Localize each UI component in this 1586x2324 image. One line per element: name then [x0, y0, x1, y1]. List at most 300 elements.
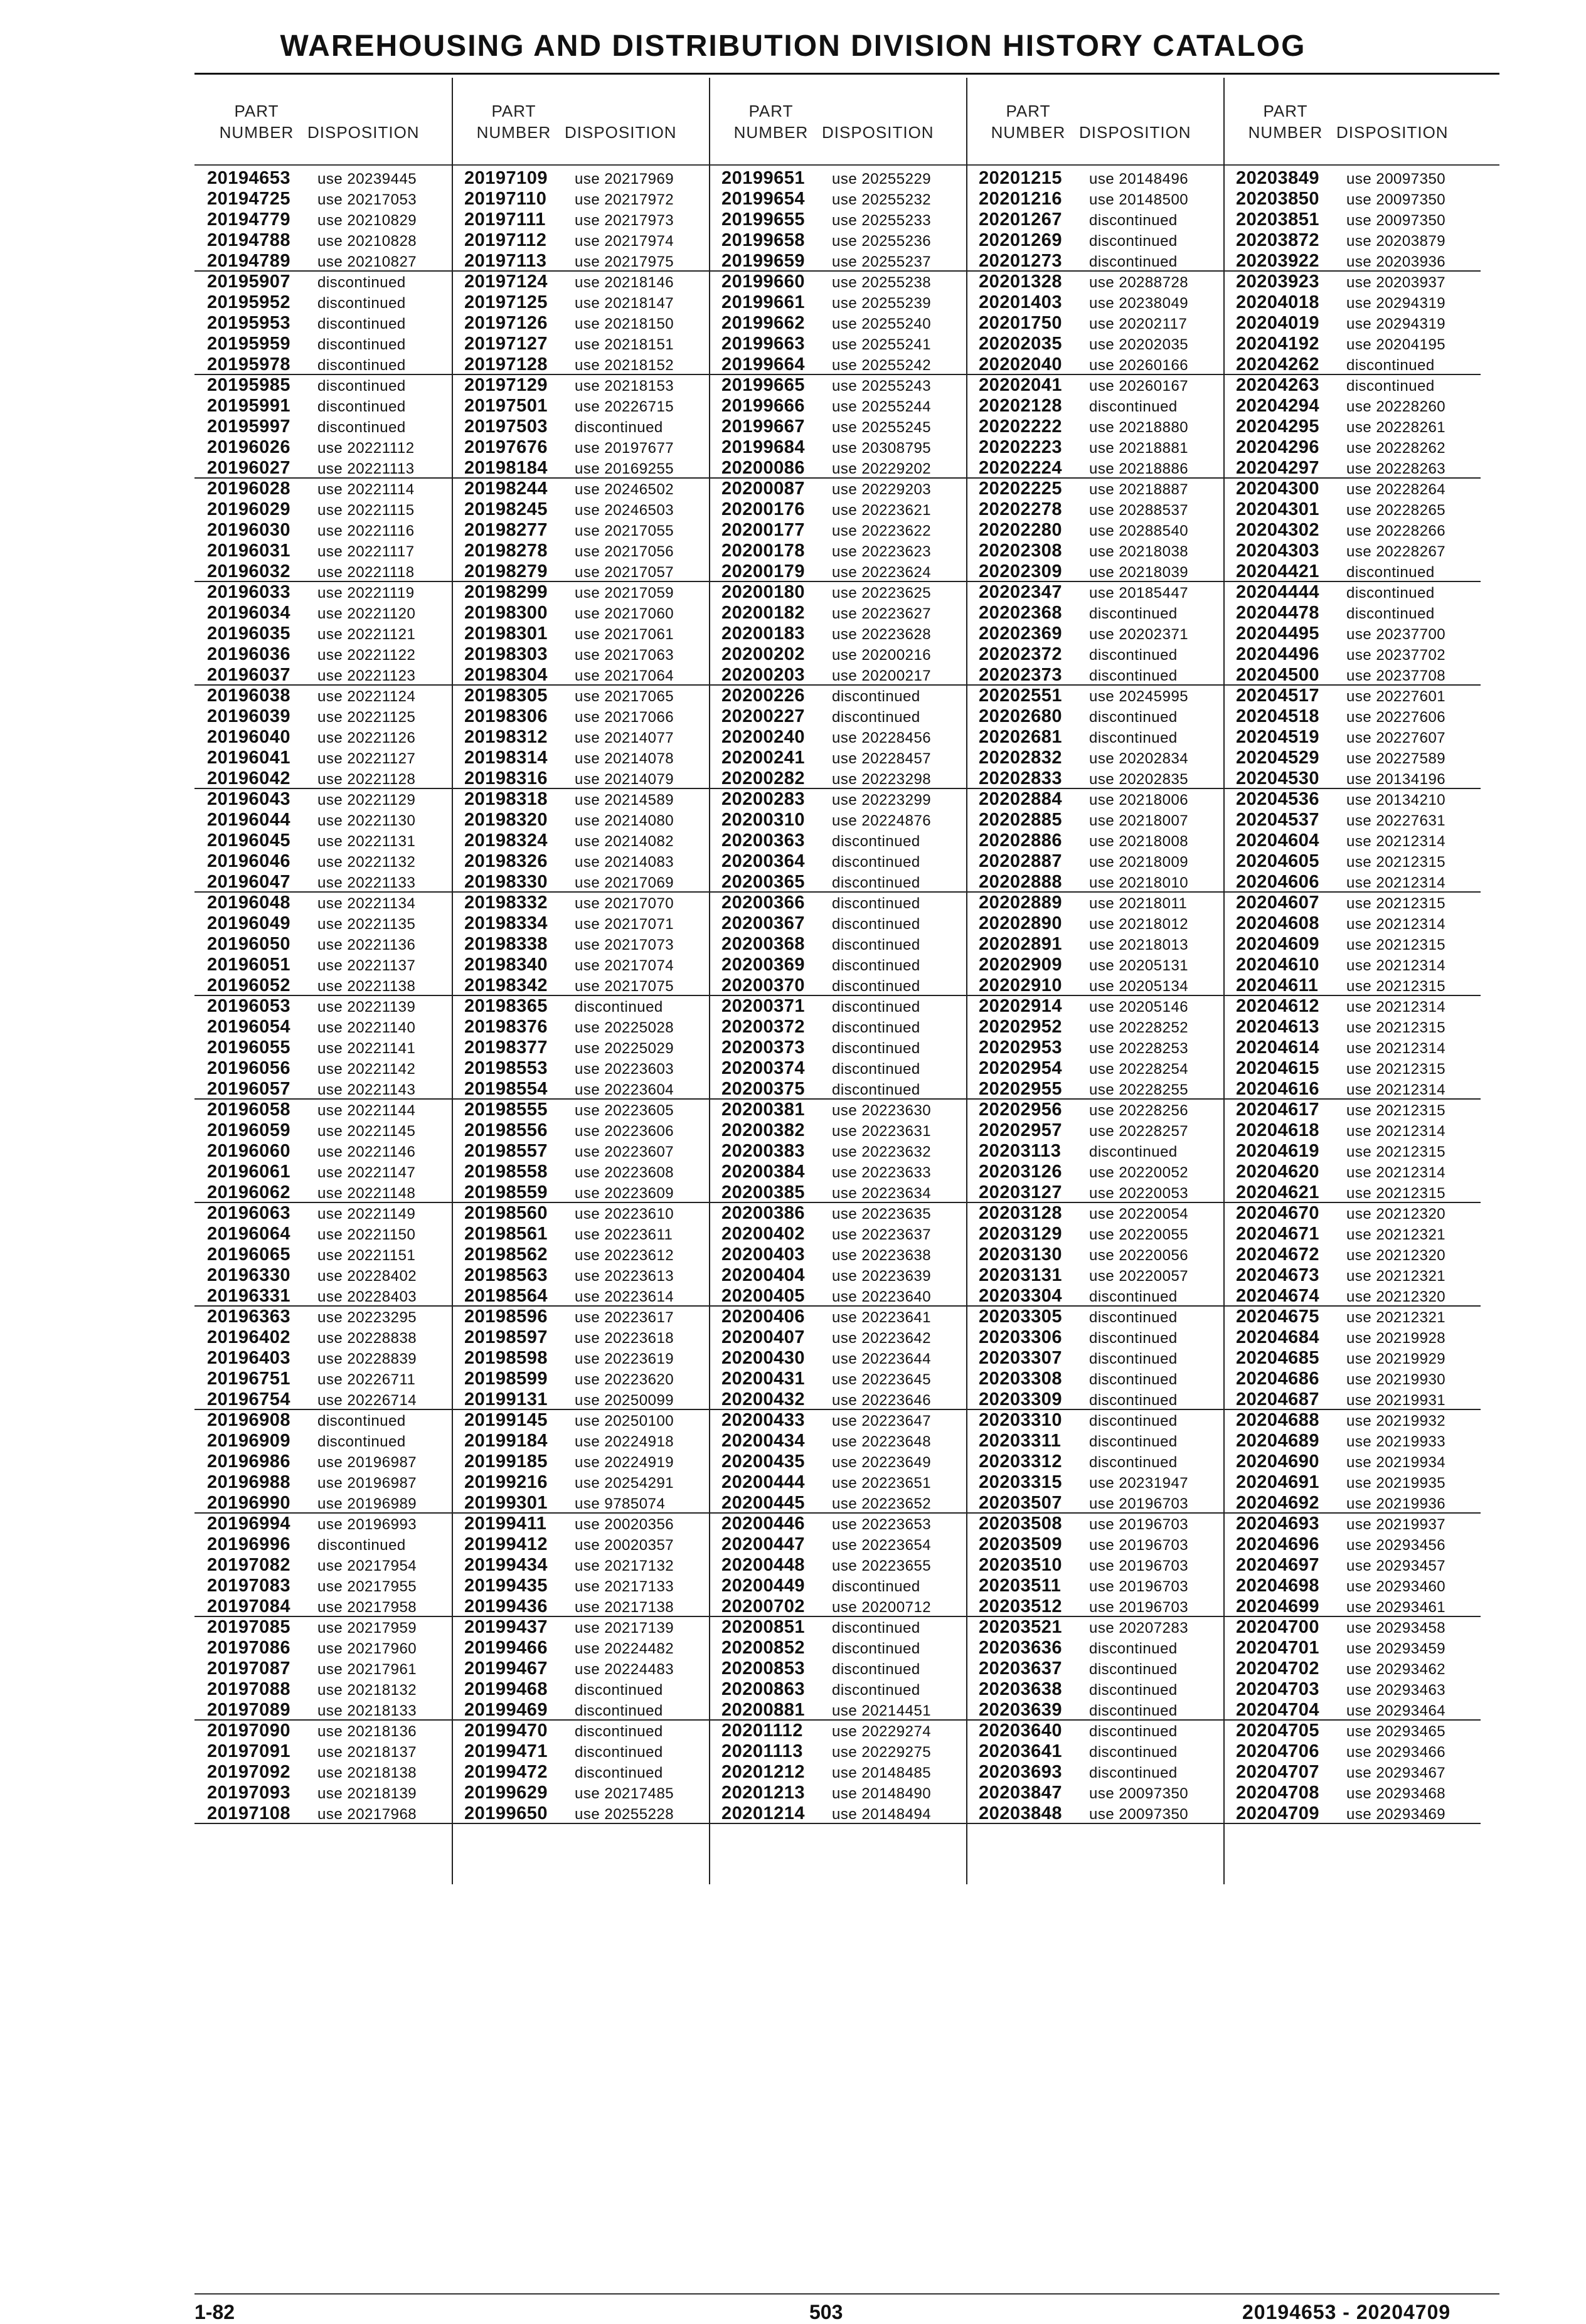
table-row — [709, 1389, 966, 1410]
table-row — [452, 1638, 709, 1658]
table-row — [1223, 1017, 1481, 1037]
disposition: use 20288540 — [1089, 523, 1189, 539]
table-row — [194, 1162, 452, 1182]
part-number: 20197501 — [464, 396, 548, 416]
disposition: use 20221114 — [317, 481, 415, 498]
disposition: use 20223647 — [832, 1413, 932, 1430]
table-row — [452, 1617, 709, 1638]
disposition: use 20255229 — [832, 171, 932, 188]
part-number: 20204303 — [1236, 541, 1320, 561]
table-row — [452, 1162, 709, 1182]
table-row — [966, 748, 1223, 768]
table-row — [194, 830, 452, 851]
table-row — [709, 1058, 966, 1079]
table-row — [709, 1803, 966, 1824]
disposition: use 20227589 — [1346, 750, 1446, 767]
table-row — [709, 437, 966, 458]
part-number: 20203130 — [979, 1244, 1063, 1265]
part-number: 20196039 — [207, 706, 291, 726]
disposition: use 20221130 — [317, 812, 416, 829]
part-number: 20196062 — [207, 1182, 291, 1202]
disposition: use 20212315 — [1346, 1102, 1446, 1119]
table-row — [194, 1451, 452, 1472]
part-number: 20199662 — [721, 313, 806, 333]
part-number: 20196026 — [207, 437, 291, 457]
table-row — [966, 1307, 1223, 1327]
disposition: use 20221127 — [317, 750, 416, 767]
table-row — [452, 1017, 709, 1037]
table-row — [966, 1803, 1223, 1824]
part-number: 20204610 — [1236, 955, 1320, 975]
part-number: 20199666 — [721, 396, 806, 416]
part-number: 20196754 — [207, 1389, 291, 1409]
part-number: 20204689 — [1236, 1431, 1320, 1451]
part-number: 20204698 — [1236, 1576, 1320, 1596]
table-row — [452, 665, 709, 686]
table-row — [709, 603, 966, 623]
disposition: use 20223635 — [832, 1206, 932, 1223]
table-row — [709, 1472, 966, 1493]
part-number: 20195978 — [207, 354, 291, 374]
part-number: 20195991 — [207, 396, 291, 416]
disposition: use 20223617 — [575, 1309, 674, 1326]
part-number: 20196063 — [207, 1203, 291, 1223]
disposition: use 20217961 — [317, 1661, 417, 1678]
part-number: 20197085 — [207, 1617, 291, 1637]
part-number: 20202680 — [979, 706, 1063, 726]
disposition: use 20223295 — [317, 1309, 417, 1326]
table-row — [1223, 934, 1481, 955]
part-number: 20201328 — [979, 272, 1063, 292]
part-number: 20200375 — [721, 1079, 806, 1099]
part-number: 20200176 — [721, 499, 806, 519]
table-row — [194, 168, 452, 189]
part-number: 20203509 — [979, 1534, 1063, 1554]
table-row — [709, 686, 966, 706]
part-number: 20199654 — [721, 189, 806, 209]
part-number: 20204605 — [1236, 851, 1320, 871]
table-row — [452, 1410, 709, 1431]
disposition: use 20212314 — [1346, 1081, 1446, 1098]
disposition: use 20226711 — [317, 1371, 416, 1388]
table-row — [966, 1762, 1223, 1783]
table-row — [966, 996, 1223, 1017]
disposition: use 20218886 — [1089, 460, 1189, 477]
disposition: use 20217061 — [575, 626, 674, 643]
part-number: 20197124 — [464, 272, 548, 292]
part-number: 20199466 — [464, 1638, 548, 1658]
part-number: 20204611 — [1236, 975, 1319, 995]
table-row — [1223, 644, 1481, 665]
disposition: use 20196703 — [1089, 1599, 1189, 1616]
table-row — [709, 1451, 966, 1472]
disposition: use 20219935 — [1346, 1475, 1446, 1492]
table-row — [1223, 665, 1481, 686]
disposition: use 20255240 — [832, 316, 932, 332]
table-row — [1223, 1307, 1481, 1327]
table-row — [1223, 913, 1481, 934]
table-row — [1223, 706, 1481, 727]
table-row — [194, 479, 452, 499]
part-number: 20198184 — [464, 458, 548, 478]
table-row — [194, 623, 452, 644]
part-number: 20204262 — [1236, 354, 1320, 374]
part-number: 20204294 — [1236, 396, 1320, 416]
disposition: use 20218147 — [575, 295, 674, 312]
disposition: discontinued — [1346, 564, 1435, 581]
part-number: 20204670 — [1236, 1203, 1320, 1223]
disposition: use 20221147 — [317, 1164, 416, 1181]
part-number: 20197088 — [207, 1679, 291, 1699]
disposition: use 20217138 — [575, 1599, 674, 1616]
disposition: use 20203879 — [1346, 233, 1446, 250]
disposition: discontinued — [1089, 1702, 1178, 1719]
table-row — [1223, 1576, 1481, 1596]
part-number: 20200384 — [721, 1162, 806, 1182]
table-row — [709, 334, 966, 354]
table-row — [966, 706, 1223, 727]
table-row — [709, 479, 966, 499]
part-number: 20200381 — [721, 1100, 806, 1120]
part-number: 20196330 — [207, 1265, 291, 1285]
disposition: use 20221136 — [317, 936, 416, 953]
part-number: 20197676 — [464, 437, 548, 457]
part-number: 20196052 — [207, 975, 291, 995]
part-number: 20199650 — [464, 1803, 548, 1823]
part-number: 20203126 — [979, 1162, 1063, 1182]
table-row — [452, 541, 709, 561]
disposition: use 20293457 — [1346, 1557, 1446, 1574]
table-row — [1223, 1721, 1481, 1741]
table-row — [1223, 1203, 1481, 1224]
part-number: 20198554 — [464, 1079, 548, 1099]
part-number: 20204705 — [1236, 1721, 1320, 1741]
part-number: 20201213 — [721, 1783, 806, 1803]
table-row — [194, 727, 452, 748]
part-number: 20200404 — [721, 1265, 806, 1285]
disposition: use 20218013 — [1089, 936, 1189, 953]
table-row — [709, 1783, 966, 1803]
table-row — [709, 1369, 966, 1389]
disposition: use 20255245 — [832, 419, 932, 436]
disposition: use 20239445 — [317, 171, 417, 188]
table-row — [452, 561, 709, 582]
disposition: use 20217073 — [575, 936, 674, 953]
table-row — [452, 1348, 709, 1369]
table-row — [452, 955, 709, 975]
table-row — [1223, 1389, 1481, 1410]
disposition: discontinued — [832, 1661, 920, 1678]
part-number: 20204619 — [1236, 1141, 1320, 1161]
table-row — [709, 1514, 966, 1534]
disposition: use 20246503 — [575, 502, 674, 519]
table-row — [1223, 1079, 1481, 1100]
part-number: 20202278 — [979, 499, 1063, 519]
disposition: use 20212315 — [1346, 1061, 1446, 1078]
part-number: 20196049 — [207, 913, 291, 933]
table-row — [194, 644, 452, 665]
disposition: use 20210828 — [317, 233, 417, 250]
disposition: use 20196987 — [317, 1454, 417, 1471]
table-row — [966, 1182, 1223, 1203]
part-number: 20198564 — [464, 1286, 548, 1306]
disposition: use 20293456 — [1346, 1537, 1446, 1554]
part-number: 20203309 — [979, 1389, 1063, 1409]
part-number: 20202889 — [979, 893, 1063, 913]
part-number: 20203304 — [979, 1286, 1063, 1306]
part-number: 20198377 — [464, 1037, 548, 1058]
disposition: discontinued — [832, 1578, 920, 1595]
disposition: use 20210827 — [317, 253, 417, 270]
disposition: use 20246502 — [575, 481, 674, 498]
part-number: 20203315 — [979, 1472, 1063, 1492]
table-row — [194, 789, 452, 810]
disposition: use 20293464 — [1346, 1702, 1446, 1719]
part-number: 20199664 — [721, 354, 806, 374]
part-number: 20200178 — [721, 541, 806, 561]
part-number: 20198330 — [464, 872, 548, 892]
disposition: use 20218146 — [575, 274, 674, 291]
part-number: 20201214 — [721, 1803, 806, 1823]
disposition: use 20221122 — [317, 647, 416, 664]
disposition: use 20218009 — [1089, 854, 1189, 871]
part-number: 20197086 — [207, 1638, 291, 1658]
table-row — [709, 1741, 966, 1762]
part-number: 20196034 — [207, 603, 291, 623]
part-number: 20204616 — [1236, 1079, 1320, 1099]
part-number: 20200086 — [721, 458, 806, 478]
table-row — [1223, 851, 1481, 872]
table-row — [452, 292, 709, 313]
part-number: 20204690 — [1236, 1451, 1320, 1472]
disposition: use 20214077 — [575, 730, 674, 746]
disposition: use 20227606 — [1346, 709, 1446, 726]
part-number: 20194725 — [207, 189, 291, 209]
table-row — [966, 665, 1223, 686]
disposition: use 20219928 — [1346, 1330, 1446, 1347]
table-row — [194, 1100, 452, 1120]
part-number: 20202954 — [979, 1058, 1063, 1078]
row-list — [966, 168, 1223, 1824]
part-number: 20198376 — [464, 1017, 548, 1037]
table-row — [194, 396, 452, 417]
table-row — [709, 230, 966, 251]
part-number: 20196909 — [207, 1431, 291, 1451]
part-number: 20202887 — [979, 851, 1063, 871]
table-row — [709, 996, 966, 1017]
part-number: 20200202 — [721, 644, 806, 664]
disposition: use 20218012 — [1089, 916, 1189, 933]
disposition: use 20217485 — [575, 1785, 674, 1802]
table-row — [452, 1224, 709, 1244]
disposition: use 20221125 — [317, 709, 416, 726]
part-number: 20204620 — [1236, 1162, 1320, 1182]
table-row — [1223, 520, 1481, 541]
table-row — [966, 1037, 1223, 1058]
table-row — [1223, 1741, 1481, 1762]
disposition: use 20221141 — [317, 1040, 416, 1057]
part-number: 20203847 — [979, 1783, 1063, 1803]
disposition: discontinued — [317, 274, 406, 291]
disposition: use 20237700 — [1346, 626, 1446, 643]
table-row — [1223, 1617, 1481, 1638]
disposition: use 20223610 — [575, 1206, 674, 1223]
table-row — [966, 1162, 1223, 1182]
part-number: 20196038 — [207, 686, 291, 706]
table-row — [452, 437, 709, 458]
disposition: discontinued — [1089, 1309, 1178, 1326]
column-header — [452, 100, 703, 169]
table-row — [709, 396, 966, 417]
part-number: 20196050 — [207, 934, 291, 954]
disposition: use 20221121 — [317, 626, 416, 643]
disposition: use 20293462 — [1346, 1661, 1446, 1678]
part-number: 20204518 — [1236, 706, 1320, 726]
part-number: 20198560 — [464, 1203, 548, 1223]
part-number: 20197110 — [464, 189, 547, 209]
table-row — [452, 1141, 709, 1162]
table-row — [966, 1369, 1223, 1389]
part-number: 20196057 — [207, 1079, 291, 1099]
table-row — [966, 437, 1223, 458]
disposition: use 20220057 — [1089, 1268, 1189, 1285]
table-row — [966, 541, 1223, 561]
title-rule — [194, 73, 1499, 75]
part-number: 20198557 — [464, 1141, 548, 1161]
table-row — [194, 810, 452, 830]
part-number: 20196054 — [207, 1017, 291, 1037]
part-number: 20196059 — [207, 1120, 291, 1140]
disposition: use 20223624 — [832, 564, 932, 581]
table-row — [452, 1451, 709, 1472]
column-header — [966, 100, 1217, 169]
table-row — [194, 1534, 452, 1555]
table-row — [194, 1700, 452, 1721]
table-row — [1223, 1638, 1481, 1658]
footer-section: 1-82 — [194, 2301, 235, 2323]
part-number: 20196053 — [207, 996, 291, 1016]
disposition: use 20223614 — [575, 1288, 674, 1305]
table-row — [452, 1596, 709, 1617]
part-number: 20196996 — [207, 1534, 291, 1554]
table-row — [194, 1555, 452, 1576]
part-number: 20199216 — [464, 1472, 548, 1492]
disposition: use 20226715 — [575, 398, 674, 415]
table-row — [1223, 727, 1481, 748]
part-number: 20204693 — [1236, 1514, 1320, 1534]
disposition: use 20217069 — [575, 874, 674, 891]
table-row — [194, 1658, 452, 1679]
disposition: use 20228257 — [1089, 1123, 1189, 1140]
table-row — [452, 1265, 709, 1286]
disposition: use 20255228 — [575, 1806, 674, 1823]
disposition-heading: DISPOSITION — [822, 123, 934, 142]
part-number: 20199469 — [464, 1700, 548, 1720]
disposition: use 20217139 — [575, 1620, 674, 1637]
table-row — [452, 1741, 709, 1762]
part-number: 20203849 — [1236, 168, 1320, 188]
disposition: use 20214589 — [575, 792, 674, 809]
table-row — [966, 1783, 1223, 1803]
part-number: 20200385 — [721, 1182, 806, 1202]
disposition: use 20217960 — [317, 1640, 417, 1657]
disposition: use 20223623 — [832, 543, 932, 560]
disposition: use 20212315 — [1346, 895, 1446, 912]
disposition: use 20223627 — [832, 605, 932, 622]
table-row — [452, 189, 709, 210]
part-number: 20204701 — [1236, 1638, 1320, 1658]
disposition: use 20210829 — [317, 212, 417, 229]
part-number: 20196031 — [207, 541, 291, 561]
table-row — [709, 1679, 966, 1700]
table-row — [452, 396, 709, 417]
table-row — [709, 561, 966, 582]
table-row — [194, 1596, 452, 1617]
table-row — [194, 1472, 452, 1493]
part-number: 20203306 — [979, 1327, 1063, 1347]
disposition: use 20228457 — [832, 750, 932, 767]
part-number: 20200373 — [721, 1037, 806, 1058]
disposition: use 20207283 — [1089, 1620, 1189, 1637]
part-number: 20200241 — [721, 748, 806, 768]
disposition: use 20212315 — [1346, 978, 1446, 995]
disposition: use 20218010 — [1089, 874, 1189, 891]
table-row — [194, 1762, 452, 1783]
table-row — [452, 458, 709, 479]
table-row — [1223, 313, 1481, 334]
disposition: use 20200217 — [832, 667, 932, 684]
table-row — [966, 1100, 1223, 1120]
part-number: 20199667 — [721, 417, 806, 437]
part-number: 20204263 — [1236, 375, 1320, 395]
disposition: use 20221146 — [317, 1143, 416, 1160]
table-row — [1223, 1037, 1481, 1058]
catalog-column — [194, 75, 452, 2290]
part-number: 20204708 — [1236, 1783, 1320, 1803]
disposition: discontinued — [832, 1061, 920, 1078]
disposition: use 20217954 — [317, 1557, 417, 1574]
part-number: 20203311 — [979, 1431, 1062, 1451]
table-row — [452, 1721, 709, 1741]
part-number: 20204614 — [1236, 1037, 1320, 1058]
disposition: use 20200216 — [832, 647, 932, 664]
part-number: 20196363 — [207, 1307, 291, 1327]
disposition: use 20217065 — [575, 688, 674, 705]
table-row — [709, 727, 966, 748]
disposition: use 20223638 — [832, 1247, 932, 1264]
disposition: use 20223603 — [575, 1061, 674, 1078]
disposition: use 20223649 — [832, 1454, 932, 1471]
disposition: use 20221143 — [317, 1081, 416, 1098]
part-number: 20196045 — [207, 830, 291, 851]
disposition: use 20217059 — [575, 585, 674, 602]
part-number: 20203129 — [979, 1224, 1063, 1244]
part-number: 20204703 — [1236, 1679, 1320, 1699]
part-number: 20204609 — [1236, 934, 1320, 954]
part-number: 20197108 — [207, 1803, 291, 1823]
disposition: use 20294319 — [1346, 295, 1446, 312]
table-row — [966, 458, 1223, 479]
table-row — [709, 1224, 966, 1244]
table-row — [452, 1120, 709, 1141]
heading-number: NUMBER — [991, 123, 1066, 142]
part-number: 20196040 — [207, 727, 291, 747]
part-number: 20203848 — [979, 1803, 1063, 1823]
part-number: 20200179 — [721, 561, 806, 581]
disposition: use 20214082 — [575, 833, 674, 850]
part-number: 20198596 — [464, 1307, 548, 1327]
table-row — [966, 375, 1223, 396]
